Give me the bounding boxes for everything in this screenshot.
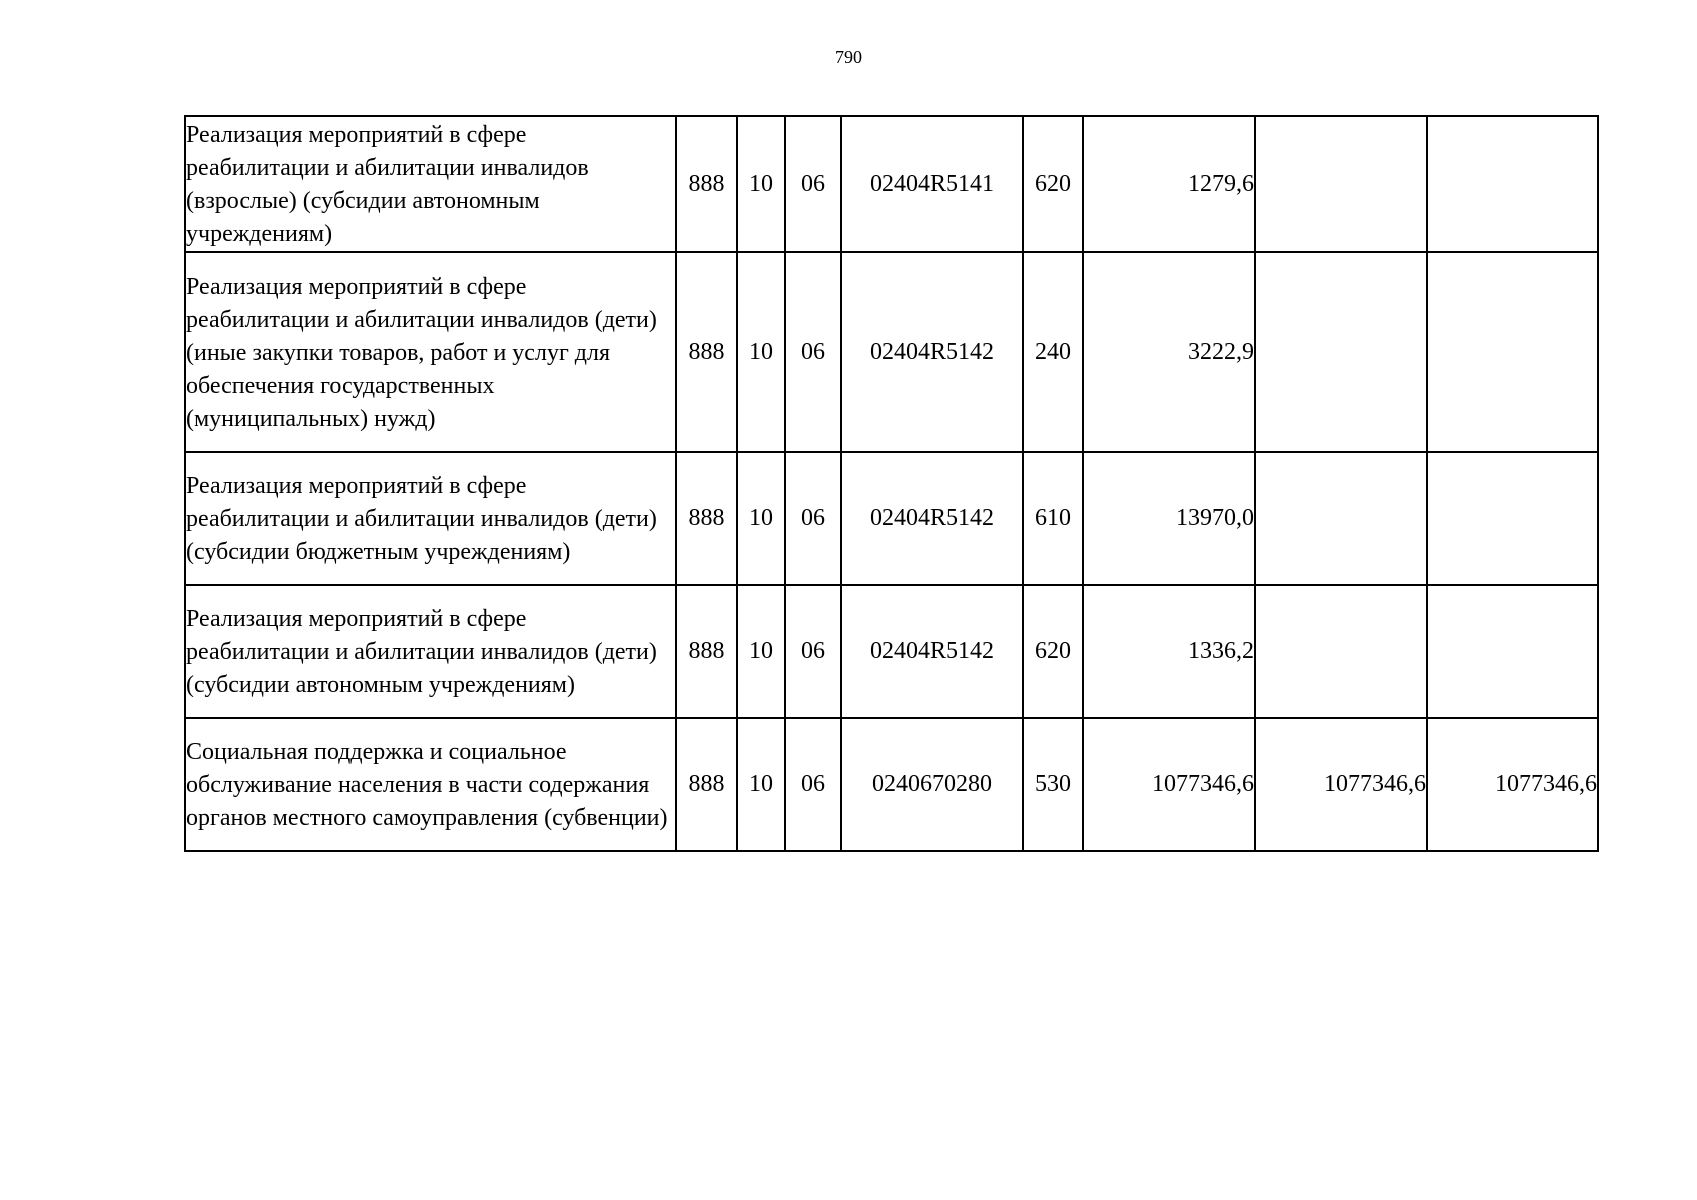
amount-1: 1077346,6 xyxy=(1083,718,1255,851)
expense-type-code: 240 xyxy=(1023,252,1083,452)
row-description: Реализация мероприятий в сфере реабилитации и абилитации инвалидов (взрослые) (субсидии автономным учреждениям) xyxy=(185,116,676,252)
table-row xyxy=(185,116,1598,252)
table-row xyxy=(185,718,1598,851)
subsection-code: 06 xyxy=(785,452,841,585)
table-row xyxy=(185,252,1598,452)
subsection-code: 06 xyxy=(785,116,841,252)
section-code: 10 xyxy=(737,452,785,585)
ministry-code: 888 xyxy=(676,452,737,585)
ministry-code: 888 xyxy=(676,718,737,851)
amount-2 xyxy=(1255,452,1427,585)
row-description: Реализация мероприятий в сфере реабилитации и абилитации инвалидов (дети) (субсидии бюджетным учреждениям) xyxy=(185,452,676,585)
budget-table xyxy=(184,115,1599,852)
amount-3 xyxy=(1427,116,1598,252)
ministry-code: 888 xyxy=(676,585,737,718)
subsection-code: 06 xyxy=(785,252,841,452)
page-number: 790 xyxy=(835,47,862,67)
expense-type-code: 610 xyxy=(1023,452,1083,585)
subsection-code: 06 xyxy=(785,718,841,851)
amount-3 xyxy=(1427,452,1598,585)
table-row xyxy=(185,452,1598,585)
target-article-code: 02404R5142 xyxy=(841,585,1023,718)
amount-2: 1077346,6 xyxy=(1255,718,1427,851)
section-code: 10 xyxy=(737,252,785,452)
section-code: 10 xyxy=(737,116,785,252)
row-description: Реализация мероприятий в сфере реабилитации и абилитации инвалидов (дети) (субсидии автономным учреждениям) xyxy=(185,585,676,718)
amount-1: 1336,2 xyxy=(1083,585,1255,718)
target-article-code: 0240670280 xyxy=(841,718,1023,851)
amount-2 xyxy=(1255,116,1427,252)
target-article-code: 02404R5141 xyxy=(841,116,1023,252)
ministry-code: 888 xyxy=(676,252,737,452)
amount-1: 3222,9 xyxy=(1083,252,1255,452)
expense-type-code: 620 xyxy=(1023,116,1083,252)
section-code: 10 xyxy=(737,718,785,851)
subsection-code: 06 xyxy=(785,585,841,718)
ministry-code: 888 xyxy=(676,116,737,252)
amount-3: 1077346,6 xyxy=(1427,718,1598,851)
target-article-code: 02404R5142 xyxy=(841,252,1023,452)
section-code: 10 xyxy=(737,585,785,718)
row-description: Социальная поддержка и социальное обслуживание населения в части содержания органов местного самоуправления (субвенции) xyxy=(185,718,676,851)
expense-type-code: 530 xyxy=(1023,718,1083,851)
amount-3 xyxy=(1427,252,1598,452)
amount-3 xyxy=(1427,585,1598,718)
expense-type-code: 620 xyxy=(1023,585,1083,718)
amount-1: 13970,0 xyxy=(1083,452,1255,585)
table-row xyxy=(185,585,1598,718)
amount-1: 1279,6 xyxy=(1083,116,1255,252)
row-description: Реализация мероприятий в сфере реабилитации и абилитации инвалидов (дети) (иные закупки товаров, работ и услуг для обеспечения государственных (муниципальных) нужд) xyxy=(185,252,676,452)
amount-2 xyxy=(1255,252,1427,452)
target-article-code: 02404R5142 xyxy=(841,452,1023,585)
amount-2 xyxy=(1255,585,1427,718)
